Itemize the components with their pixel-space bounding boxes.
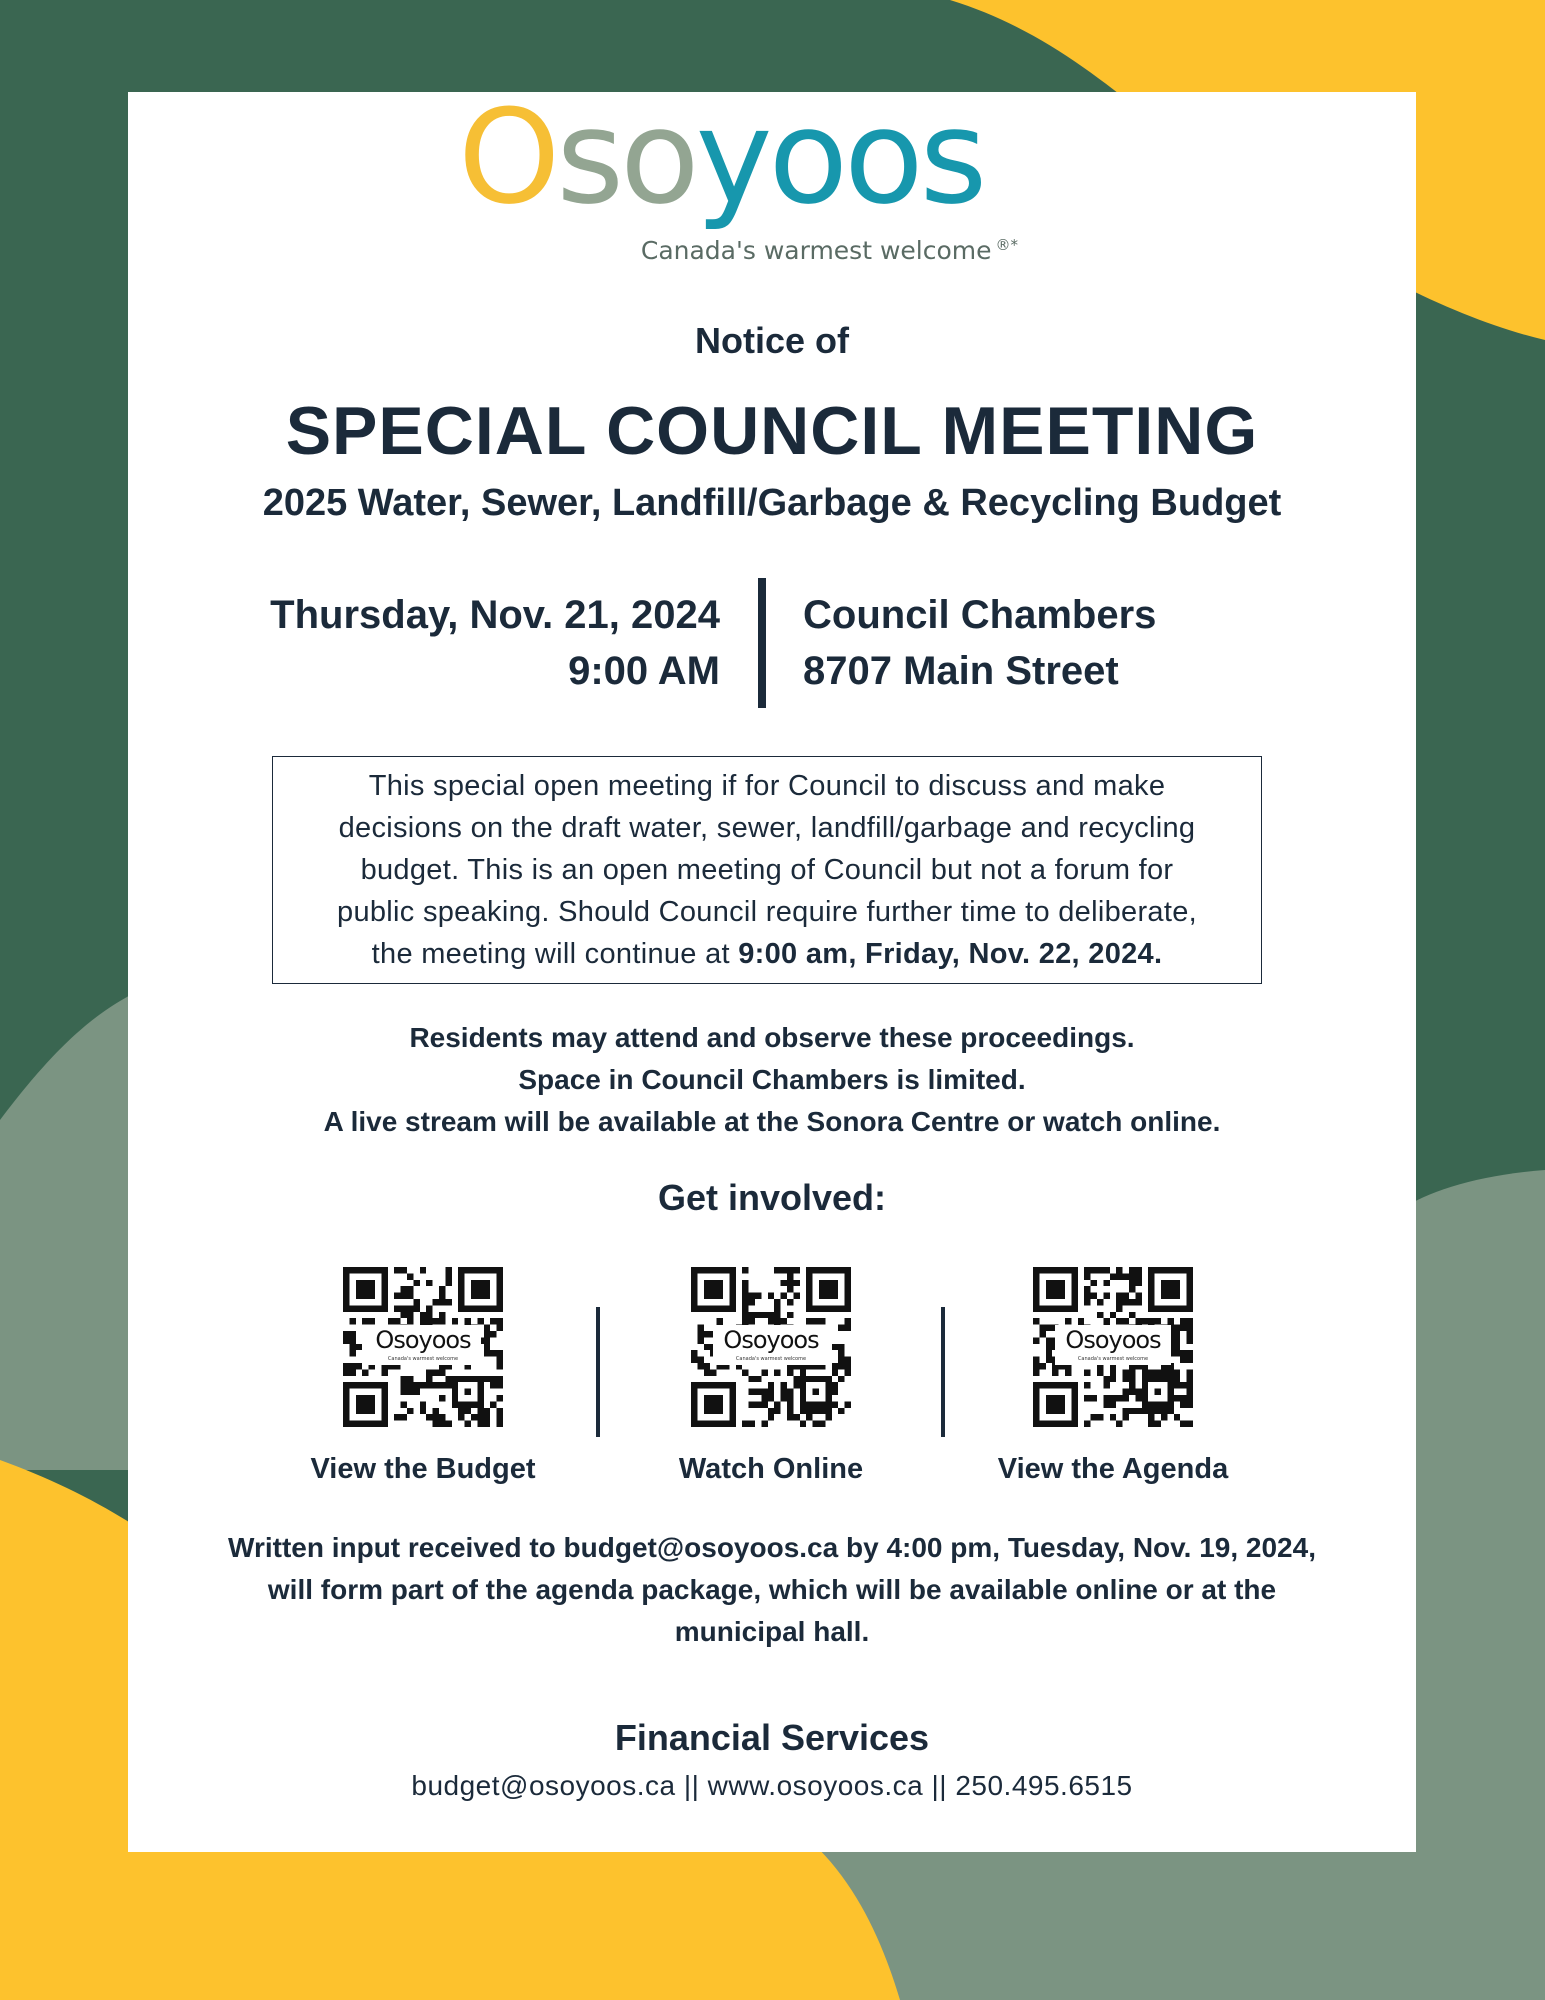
meeting-time: 9:00 AM <box>568 649 720 693</box>
meeting-where <box>803 587 1156 699</box>
meeting-info-box <box>272 756 1262 984</box>
residents-line: Space in Council Chambers is limited. <box>518 1064 1026 1095</box>
qr-label-budget[interactable]: View the Budget <box>310 1453 536 1485</box>
qr-label-agenda[interactable]: View the Agenda <box>997 1453 1229 1485</box>
qr-logo-tagline: Canada's warmest welcome <box>387 1356 459 1362</box>
info-continue-text: the meeting will continue at <box>371 938 739 970</box>
footer-title: Financial Services <box>614 1717 930 1758</box>
qr-divider <box>596 1307 600 1437</box>
page-title: SPECIAL COUNCIL MEETING <box>285 393 1259 469</box>
qr-logo-badge <box>365 1325 481 1365</box>
logo-wordmark <box>458 81 984 233</box>
meeting-when <box>270 587 720 699</box>
logo-trademark: ®* <box>995 236 1018 254</box>
qr-code-watch[interactable] <box>691 1267 851 1427</box>
info-line: This special open meeting if for Council to discuss and make <box>368 770 1166 802</box>
meeting-address: 8707 Main Street <box>803 649 1119 693</box>
written-line: municipal hall. <box>674 1616 870 1647</box>
info-line: budget. This is an open meeting of Council but not a forum for <box>360 854 1174 886</box>
qr-watch-online[interactable] <box>601 1267 941 1486</box>
qr-logo-word: Osoyoos <box>723 1326 819 1354</box>
qr-logo-badge <box>713 1325 829 1365</box>
residents-line: A live stream will be available at the Sonora Centre or watch online. <box>323 1106 1221 1137</box>
qr-logo-word: Osoyoos <box>375 1326 471 1354</box>
qr-code-agenda[interactable] <box>1033 1267 1193 1427</box>
meeting-date: Thursday, Nov. 21, 2024 <box>270 593 720 637</box>
logo-tagline-text: Canada's warmest welcome <box>640 236 992 265</box>
info-line: decisions on the draft water, sewer, landfill/garbage and recycling <box>338 812 1196 844</box>
notice-card <box>128 81 1416 1852</box>
logo-letter-y: y <box>695 81 769 233</box>
get-involved-heading: Get involved: <box>657 1177 887 1218</box>
qr-logo-tagline: Canada's warmest welcome <box>1077 1356 1149 1362</box>
notice-of-label: Notice of <box>694 320 849 361</box>
qr-code-budget[interactable] <box>343 1267 503 1427</box>
page-subtitle: 2025 Water, Sewer, Landfill/Garbage & Recycling Budget <box>262 482 1282 524</box>
written-line: Written input received to budget@osoyoos.ca by 4:00 pm, Tuesday, Nov. 19, 2024, <box>228 1532 1316 1563</box>
logo-letters-oos: oos <box>768 81 984 233</box>
written-input-notice <box>128 1527 1416 1653</box>
when-where-divider <box>758 578 766 708</box>
qr-logo-badge <box>1055 1325 1171 1365</box>
logo-letter-o: O <box>458 81 557 233</box>
qr-view-agenda[interactable] <box>943 1267 1283 1486</box>
meeting-venue: Council Chambers <box>803 593 1157 637</box>
qr-view-budget[interactable] <box>253 1267 593 1486</box>
footer-contact: budget@osoyoos.ca || www.osoyoos.ca || 250.495.6515 <box>411 1770 1133 1801</box>
residents-notice <box>128 1017 1416 1143</box>
info-line <box>293 933 1241 975</box>
qr-label-watch[interactable]: Watch Online <box>678 1453 864 1485</box>
logo-letters-so: so <box>556 81 696 233</box>
written-line: will form part of the agenda package, which will be available online or at the <box>267 1574 1277 1605</box>
osoyoos-logo <box>458 81 1108 302</box>
logo-tagline <box>458 236 1018 265</box>
info-continue-date: 9:00 am, Friday, Nov. 22, 2024. <box>738 938 1163 970</box>
residents-line: Residents may attend and observe these proceedings. <box>409 1022 1135 1053</box>
qr-logo-word: Osoyoos <box>1065 1326 1161 1354</box>
info-line: public speaking. Should Council require further time to deliberate, <box>337 896 1197 928</box>
qr-logo-tagline: Canada's warmest welcome <box>735 1356 807 1362</box>
